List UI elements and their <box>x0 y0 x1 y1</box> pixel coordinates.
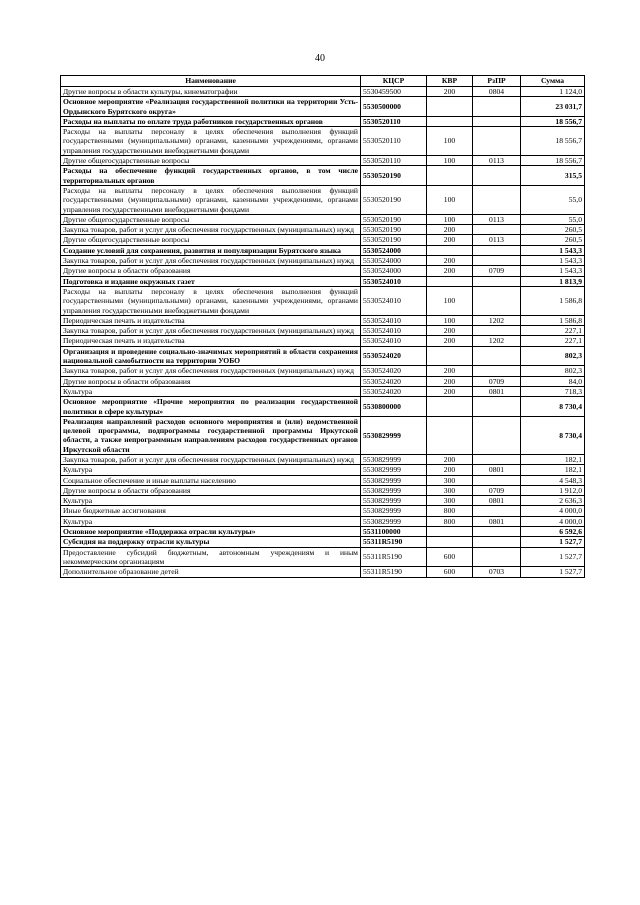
cell-name: Культура <box>61 496 361 506</box>
cell-rzpr <box>473 475 521 485</box>
cell-kvr: 200 <box>427 256 473 266</box>
cell-sum: 182,1 <box>521 465 585 475</box>
table-row <box>61 516 585 526</box>
table-row <box>61 496 585 506</box>
cell-sum: 1 527,7 <box>521 537 585 547</box>
table-row <box>61 386 585 396</box>
cell-name: Дополнительное образование детей <box>61 567 361 577</box>
cell-kvr: 300 <box>427 475 473 485</box>
cell-rzpr: 0801 <box>473 465 521 475</box>
cell-kcsr: 5530829999 <box>361 516 427 526</box>
cell-rzpr: 0113 <box>473 235 521 245</box>
cell-kvr <box>427 527 473 537</box>
cell-kcsr: 5530524010 <box>361 336 427 346</box>
cell-kcsr: 5530829999 <box>361 485 427 495</box>
cell-kcsr: 5530800000 <box>361 397 427 417</box>
table-row <box>61 185 585 214</box>
cell-name: Закупка товаров, работ и услуг для обеспечения государственных (муниципальных) нужд <box>61 256 361 266</box>
table-row <box>61 315 585 325</box>
table-row <box>61 547 585 567</box>
cell-name: Основное мероприятие «Прочие мероприятия по реализации государственной политики в сфере культуры» <box>61 397 361 417</box>
cell-rzpr <box>473 276 521 286</box>
table-row <box>61 225 585 235</box>
cell-kcsr: 5530524020 <box>361 376 427 386</box>
cell-sum: 4 000,0 <box>521 516 585 526</box>
cell-sum: 260,5 <box>521 235 585 245</box>
cell-kvr: 200 <box>427 336 473 346</box>
cell-kcsr: 5530520110 <box>361 156 427 166</box>
cell-name: Расходы на обеспечение функций государственных органов, в том числе территориальных органов <box>61 166 361 186</box>
cell-name: Субсидия на поддержку отрасли культуры <box>61 537 361 547</box>
cell-sum: 227,1 <box>521 336 585 346</box>
cell-kcsr: 5530520190 <box>361 214 427 224</box>
cell-name: Другие вопросы в области культуры, кинематографии <box>61 87 361 97</box>
cell-kvr: 300 <box>427 485 473 495</box>
cell-kvr: 600 <box>427 567 473 577</box>
cell-sum: 1 813,9 <box>521 276 585 286</box>
cell-kvr <box>427 97 473 117</box>
cell-rzpr <box>473 286 521 315</box>
cell-sum: 4 548,3 <box>521 475 585 485</box>
cell-name: Создание условий для сохранения, развития и популяризации Бурятского языка <box>61 245 361 255</box>
cell-kvr: 100 <box>427 185 473 214</box>
cell-sum: 315,5 <box>521 166 585 186</box>
cell-rzpr <box>473 256 521 266</box>
cell-kvr <box>427 166 473 186</box>
header-sum: Сумма <box>521 76 585 87</box>
cell-kvr: 100 <box>427 286 473 315</box>
cell-rzpr: 0801 <box>473 496 521 506</box>
cell-kcsr: 5530524000 <box>361 256 427 266</box>
cell-kcsr: 5530524020 <box>361 346 427 366</box>
table-row <box>61 376 585 386</box>
cell-rzpr: 1202 <box>473 315 521 325</box>
cell-kvr: 200 <box>427 454 473 464</box>
cell-rzpr <box>473 416 521 454</box>
table-row <box>61 567 585 577</box>
cell-rzpr: 0709 <box>473 266 521 276</box>
table-row <box>61 346 585 366</box>
cell-rzpr <box>473 185 521 214</box>
header-rzpr: РзПР <box>473 76 521 87</box>
cell-kcsr: 5530520110 <box>361 116 427 126</box>
cell-kvr: 100 <box>427 315 473 325</box>
cell-name: Реализация направлений расходов основного мероприятия и (или) ведомственной целевой программы, подпрограммы государственной программы Иркутской области, а также непрограммным направлениям расходов государственных органов Иркутской области <box>61 416 361 454</box>
table-row <box>61 465 585 475</box>
cell-kvr <box>427 416 473 454</box>
cell-kvr: 200 <box>427 366 473 376</box>
table-row <box>61 397 585 417</box>
cell-name: Закупка товаров, работ и услуг для обеспечения государственных (муниципальных) нужд <box>61 366 361 376</box>
cell-name: Иные бюджетные ассигнования <box>61 506 361 516</box>
cell-name: Культура <box>61 465 361 475</box>
cell-kvr: 800 <box>427 506 473 516</box>
cell-sum: 260,5 <box>521 225 585 235</box>
cell-rzpr <box>473 225 521 235</box>
cell-rzpr: 0801 <box>473 516 521 526</box>
cell-kvr: 200 <box>427 376 473 386</box>
cell-name: Расходы на выплаты персоналу в целях обеспечения выполнения функций государственными (муниципальными) органами, казенными учреждениями, органами управления государственными внебюджетными фондами <box>61 286 361 315</box>
cell-kcsr: 5530524020 <box>361 366 427 376</box>
cell-kcsr: 5530524020 <box>361 386 427 396</box>
cell-name: Подготовка и издание окружных газет <box>61 276 361 286</box>
cell-sum: 18 556,7 <box>521 127 585 156</box>
cell-kvr <box>427 245 473 255</box>
cell-rzpr: 0113 <box>473 214 521 224</box>
cell-kvr <box>427 537 473 547</box>
cell-rzpr <box>473 547 521 567</box>
cell-sum: 6 592,6 <box>521 527 585 537</box>
cell-name: Другие общегосударственные вопросы <box>61 156 361 166</box>
cell-name: Социальное обеспечение и иные выплаты населению <box>61 475 361 485</box>
cell-kcsr: 5530520190 <box>361 166 427 186</box>
table-row <box>61 454 585 464</box>
table-row <box>61 87 585 97</box>
cell-kcsr: 5530829999 <box>361 496 427 506</box>
cell-kcsr: 5530829999 <box>361 454 427 464</box>
cell-kvr <box>427 276 473 286</box>
table-row <box>61 485 585 495</box>
cell-sum: 1 543,3 <box>521 256 585 266</box>
cell-rzpr <box>473 346 521 366</box>
cell-kcsr: 5530520190 <box>361 225 427 235</box>
cell-name: Культура <box>61 386 361 396</box>
cell-sum: 1 527,7 <box>521 547 585 567</box>
table-row <box>61 256 585 266</box>
budget-table <box>60 75 585 578</box>
table-row <box>61 336 585 346</box>
cell-kcsr: 5530829999 <box>361 416 427 454</box>
cell-kcsr: 5530524000 <box>361 266 427 276</box>
header-kcsr: КЦСР <box>361 76 427 87</box>
cell-kcsr: 55311R5190 <box>361 567 427 577</box>
cell-kcsr: 5530829999 <box>361 475 427 485</box>
cell-sum: 1 912,0 <box>521 485 585 495</box>
cell-sum: 718,3 <box>521 386 585 396</box>
cell-rzpr <box>473 397 521 417</box>
table-row <box>61 366 585 376</box>
cell-sum: 1 586,8 <box>521 315 585 325</box>
cell-rzpr: 0709 <box>473 376 521 386</box>
cell-name: Расходы на выплаты персоналу в целях обеспечения выполнения функций государственными (муниципальными) органами, казенными учреждениями, органами управления государственными внебюджетными фондами <box>61 185 361 214</box>
cell-rzpr <box>473 454 521 464</box>
cell-kcsr: 5530500000 <box>361 97 427 117</box>
cell-kvr <box>427 346 473 366</box>
cell-kcsr: 5530524010 <box>361 276 427 286</box>
cell-rzpr <box>473 506 521 516</box>
cell-rzpr: 0801 <box>473 386 521 396</box>
cell-name: Другие вопросы в области образования <box>61 376 361 386</box>
table-row <box>61 97 585 117</box>
cell-rzpr <box>473 326 521 336</box>
table-header-row <box>61 76 585 87</box>
cell-kvr: 200 <box>427 225 473 235</box>
cell-kcsr: 5530829999 <box>361 465 427 475</box>
cell-rzpr <box>473 527 521 537</box>
cell-rzpr <box>473 537 521 547</box>
cell-kcsr: 5530524010 <box>361 315 427 325</box>
table-body <box>61 87 585 578</box>
cell-kvr: 200 <box>427 87 473 97</box>
cell-sum: 1 586,8 <box>521 286 585 315</box>
cell-sum: 802,3 <box>521 346 585 366</box>
table-row <box>61 214 585 224</box>
cell-kvr: 100 <box>427 214 473 224</box>
cell-kcsr: 5530524010 <box>361 286 427 315</box>
cell-kcsr: 55311R5190 <box>361 537 427 547</box>
cell-kcsr: 5530520190 <box>361 235 427 245</box>
cell-kcsr: 55311R5190 <box>361 547 427 567</box>
cell-sum: 18 556,7 <box>521 156 585 166</box>
cell-sum: 4 000,0 <box>521 506 585 516</box>
table-row <box>61 527 585 537</box>
cell-name: Другие общегосударственные вопросы <box>61 235 361 245</box>
table-row <box>61 127 585 156</box>
cell-kvr: 100 <box>427 127 473 156</box>
cell-name: Предоставление субсидий бюджетным, автономным учреждениям и иным некоммерческим организациям <box>61 547 361 567</box>
cell-kvr <box>427 116 473 126</box>
cell-rzpr <box>473 245 521 255</box>
table-row <box>61 245 585 255</box>
cell-rzpr <box>473 366 521 376</box>
header-kvr: КВР <box>427 76 473 87</box>
cell-kcsr: 5530829999 <box>361 506 427 516</box>
cell-kvr: 200 <box>427 326 473 336</box>
cell-kcsr: 5531100000 <box>361 527 427 537</box>
cell-kcsr: 5530524010 <box>361 326 427 336</box>
cell-rzpr <box>473 97 521 117</box>
page-number: 40 <box>315 53 325 64</box>
cell-sum: 227,1 <box>521 326 585 336</box>
cell-sum: 8 730,4 <box>521 397 585 417</box>
table-row <box>61 537 585 547</box>
cell-sum: 1 543,3 <box>521 266 585 276</box>
table-row <box>61 276 585 286</box>
cell-sum: 802,3 <box>521 366 585 376</box>
table-row <box>61 416 585 454</box>
cell-name: Основное мероприятие «Поддержка отрасли культуры» <box>61 527 361 537</box>
table-row <box>61 506 585 516</box>
table-row <box>61 156 585 166</box>
table-row <box>61 235 585 245</box>
cell-name: Культура <box>61 516 361 526</box>
cell-sum: 1 527,7 <box>521 567 585 577</box>
cell-name: Закупка товаров, работ и услуг для обеспечения государственных (муниципальных) нужд <box>61 326 361 336</box>
cell-name: Другие общегосударственные вопросы <box>61 214 361 224</box>
cell-sum: 18 556,7 <box>521 116 585 126</box>
table-row <box>61 166 585 186</box>
cell-kvr: 600 <box>427 547 473 567</box>
cell-kcsr: 5530524000 <box>361 245 427 255</box>
cell-kcsr: 5530520190 <box>361 185 427 214</box>
cell-sum: 23 031,7 <box>521 97 585 117</box>
table-row <box>61 286 585 315</box>
cell-name: Другие вопросы в области образования <box>61 485 361 495</box>
cell-rzpr: 0709 <box>473 485 521 495</box>
cell-name: Периодическая печать и издательства <box>61 315 361 325</box>
header-name: Наименование <box>61 76 361 87</box>
cell-kvr: 200 <box>427 465 473 475</box>
cell-sum: 84,0 <box>521 376 585 386</box>
cell-name: Расходы на выплаты по оплате труда работников государственных органов <box>61 116 361 126</box>
cell-kcsr: 5530459500 <box>361 87 427 97</box>
cell-kvr: 100 <box>427 156 473 166</box>
cell-kvr: 200 <box>427 266 473 276</box>
cell-name: Основное мероприятие «Реализация государственной политики на территории Усть-Ордынского Бурятского округа» <box>61 97 361 117</box>
cell-rzpr <box>473 166 521 186</box>
table-row <box>61 326 585 336</box>
table-row <box>61 266 585 276</box>
cell-sum: 2 636,3 <box>521 496 585 506</box>
cell-rzpr <box>473 116 521 126</box>
cell-rzpr: 1202 <box>473 336 521 346</box>
cell-sum: 55,0 <box>521 214 585 224</box>
cell-rzpr: 0113 <box>473 156 521 166</box>
cell-kvr: 200 <box>427 386 473 396</box>
cell-kvr: 800 <box>427 516 473 526</box>
cell-name: Периодическая печать и издательства <box>61 336 361 346</box>
cell-kvr <box>427 397 473 417</box>
cell-rzpr <box>473 127 521 156</box>
cell-name: Другие вопросы в области образования <box>61 266 361 276</box>
cell-name: Закупка товаров, работ и услуг для обеспечения государственных (муниципальных) нужд <box>61 454 361 464</box>
cell-sum: 8 730,4 <box>521 416 585 454</box>
cell-sum: 1 543,3 <box>521 245 585 255</box>
cell-name: Организация и проведение социально-значимых мероприятий в области сохранения национальной самобытности на территории УОБО <box>61 346 361 366</box>
cell-sum: 182,1 <box>521 454 585 464</box>
cell-kvr: 200 <box>427 235 473 245</box>
cell-rzpr: 0804 <box>473 87 521 97</box>
cell-sum: 1 124,0 <box>521 87 585 97</box>
cell-sum: 55,0 <box>521 185 585 214</box>
cell-name: Закупка товаров, работ и услуг для обеспечения государственных (муниципальных) нужд <box>61 225 361 235</box>
table-row <box>61 116 585 126</box>
cell-name: Расходы на выплаты персоналу в целях обеспечения выполнения функций государственными (муниципальными) органами, казенными учреждениями, органами управления государственными внебюджетными фондами <box>61 127 361 156</box>
cell-kcsr: 5530520110 <box>361 127 427 156</box>
cell-rzpr: 0703 <box>473 567 521 577</box>
cell-kvr: 300 <box>427 496 473 506</box>
table-row <box>61 475 585 485</box>
